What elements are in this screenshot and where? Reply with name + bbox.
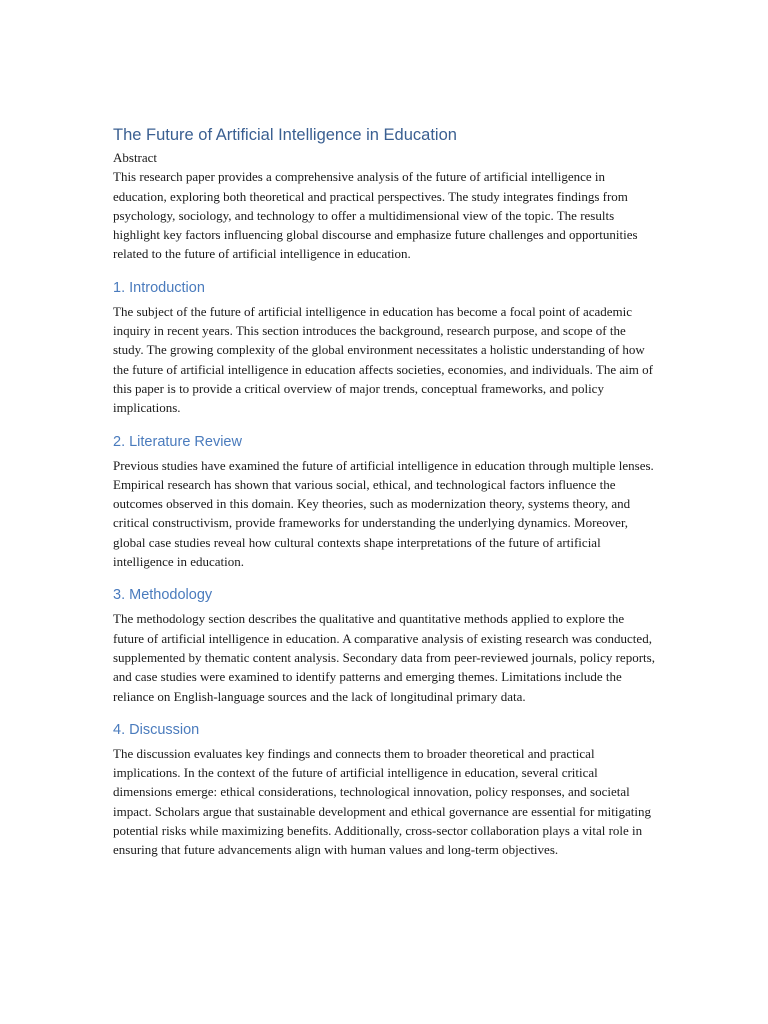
section-body-introduction: The subject of the future of artificial intelligence in education has become a focal point of academic inquiry in recent years. This section introduces the background, research purpose, and scope of the study. The growing complexity of the global environment necessitates a holistic understanding of how the future of artificial intelligence in education affects societies, economies, and individuals. The aim of this paper is to provide a critical overview of major trends, conceptual frameworks, and policy implications. [113,303,653,416]
section-heading-introduction: 1. Introduction [113,279,205,296]
section-body-discussion: The discussion evaluates key findings and connects them to broader theoretical and practical implications. In the context of the future of artificial intelligence in education, several critical dimensions emerge: ethical considerations, technological innovation, policy responses, and societal impact. Scholars argue that sustainable development and ethical governance are essential for mitigating potential risks while maximizing benefits. Additionally, cross-sector collaboration plays a vital role in ensuring that future advancements align with human values and long-term objectives. [113,745,651,858]
section-body-literature-review: Previous studies have examined the future of artificial intelligence in education through multiple lenses. Empirical research has shown that various social, ethical, and technological factors influence the outcomes observed in this domain. Key theories, such as modernization theory, systems theory, and critical constructivism, provide frameworks for understanding the underlying dynamics. Moreover, global case studies reveal how cultural contexts shape interpretations of the future of artificial intelligence in education. [113,457,654,570]
section-body-methodology: The methodology section describes the qualitative and quantitative methods applied to explore the future of artificial intelligence in education. A comparative analysis of existing research was conducted, supplemented by thematic content analysis. Secondary data from peer-reviewed journals, policy reports, and case studies were examined to identify patterns and emerging themes. Limitations include the reliance on English-language sources and the lack of longitudinal primary data. [113,611,655,704]
abstract-label: Abstract [113,150,158,165]
document-page [113,124,658,860]
section-heading-discussion: 4. Discussion [113,721,200,738]
abstract-text: This research paper provides a comprehensive analysis of the future of artificial intelligence in education, exploring both theoretical and practical perspectives. The study integrates findings from psychology, sociology, and technology to offer a multidimensional view of the topic. The results highlight key factors influencing global discourse and emphasize future challenges and opportunities related to the future of artificial intelligence in education. [113,169,638,262]
paper-title: The Future of Artificial Intelligence in Education [113,126,457,144]
section-heading-methodology: 3. Methodology [113,587,213,604]
section-heading-literature-review: 2. Literature Review [113,433,242,450]
